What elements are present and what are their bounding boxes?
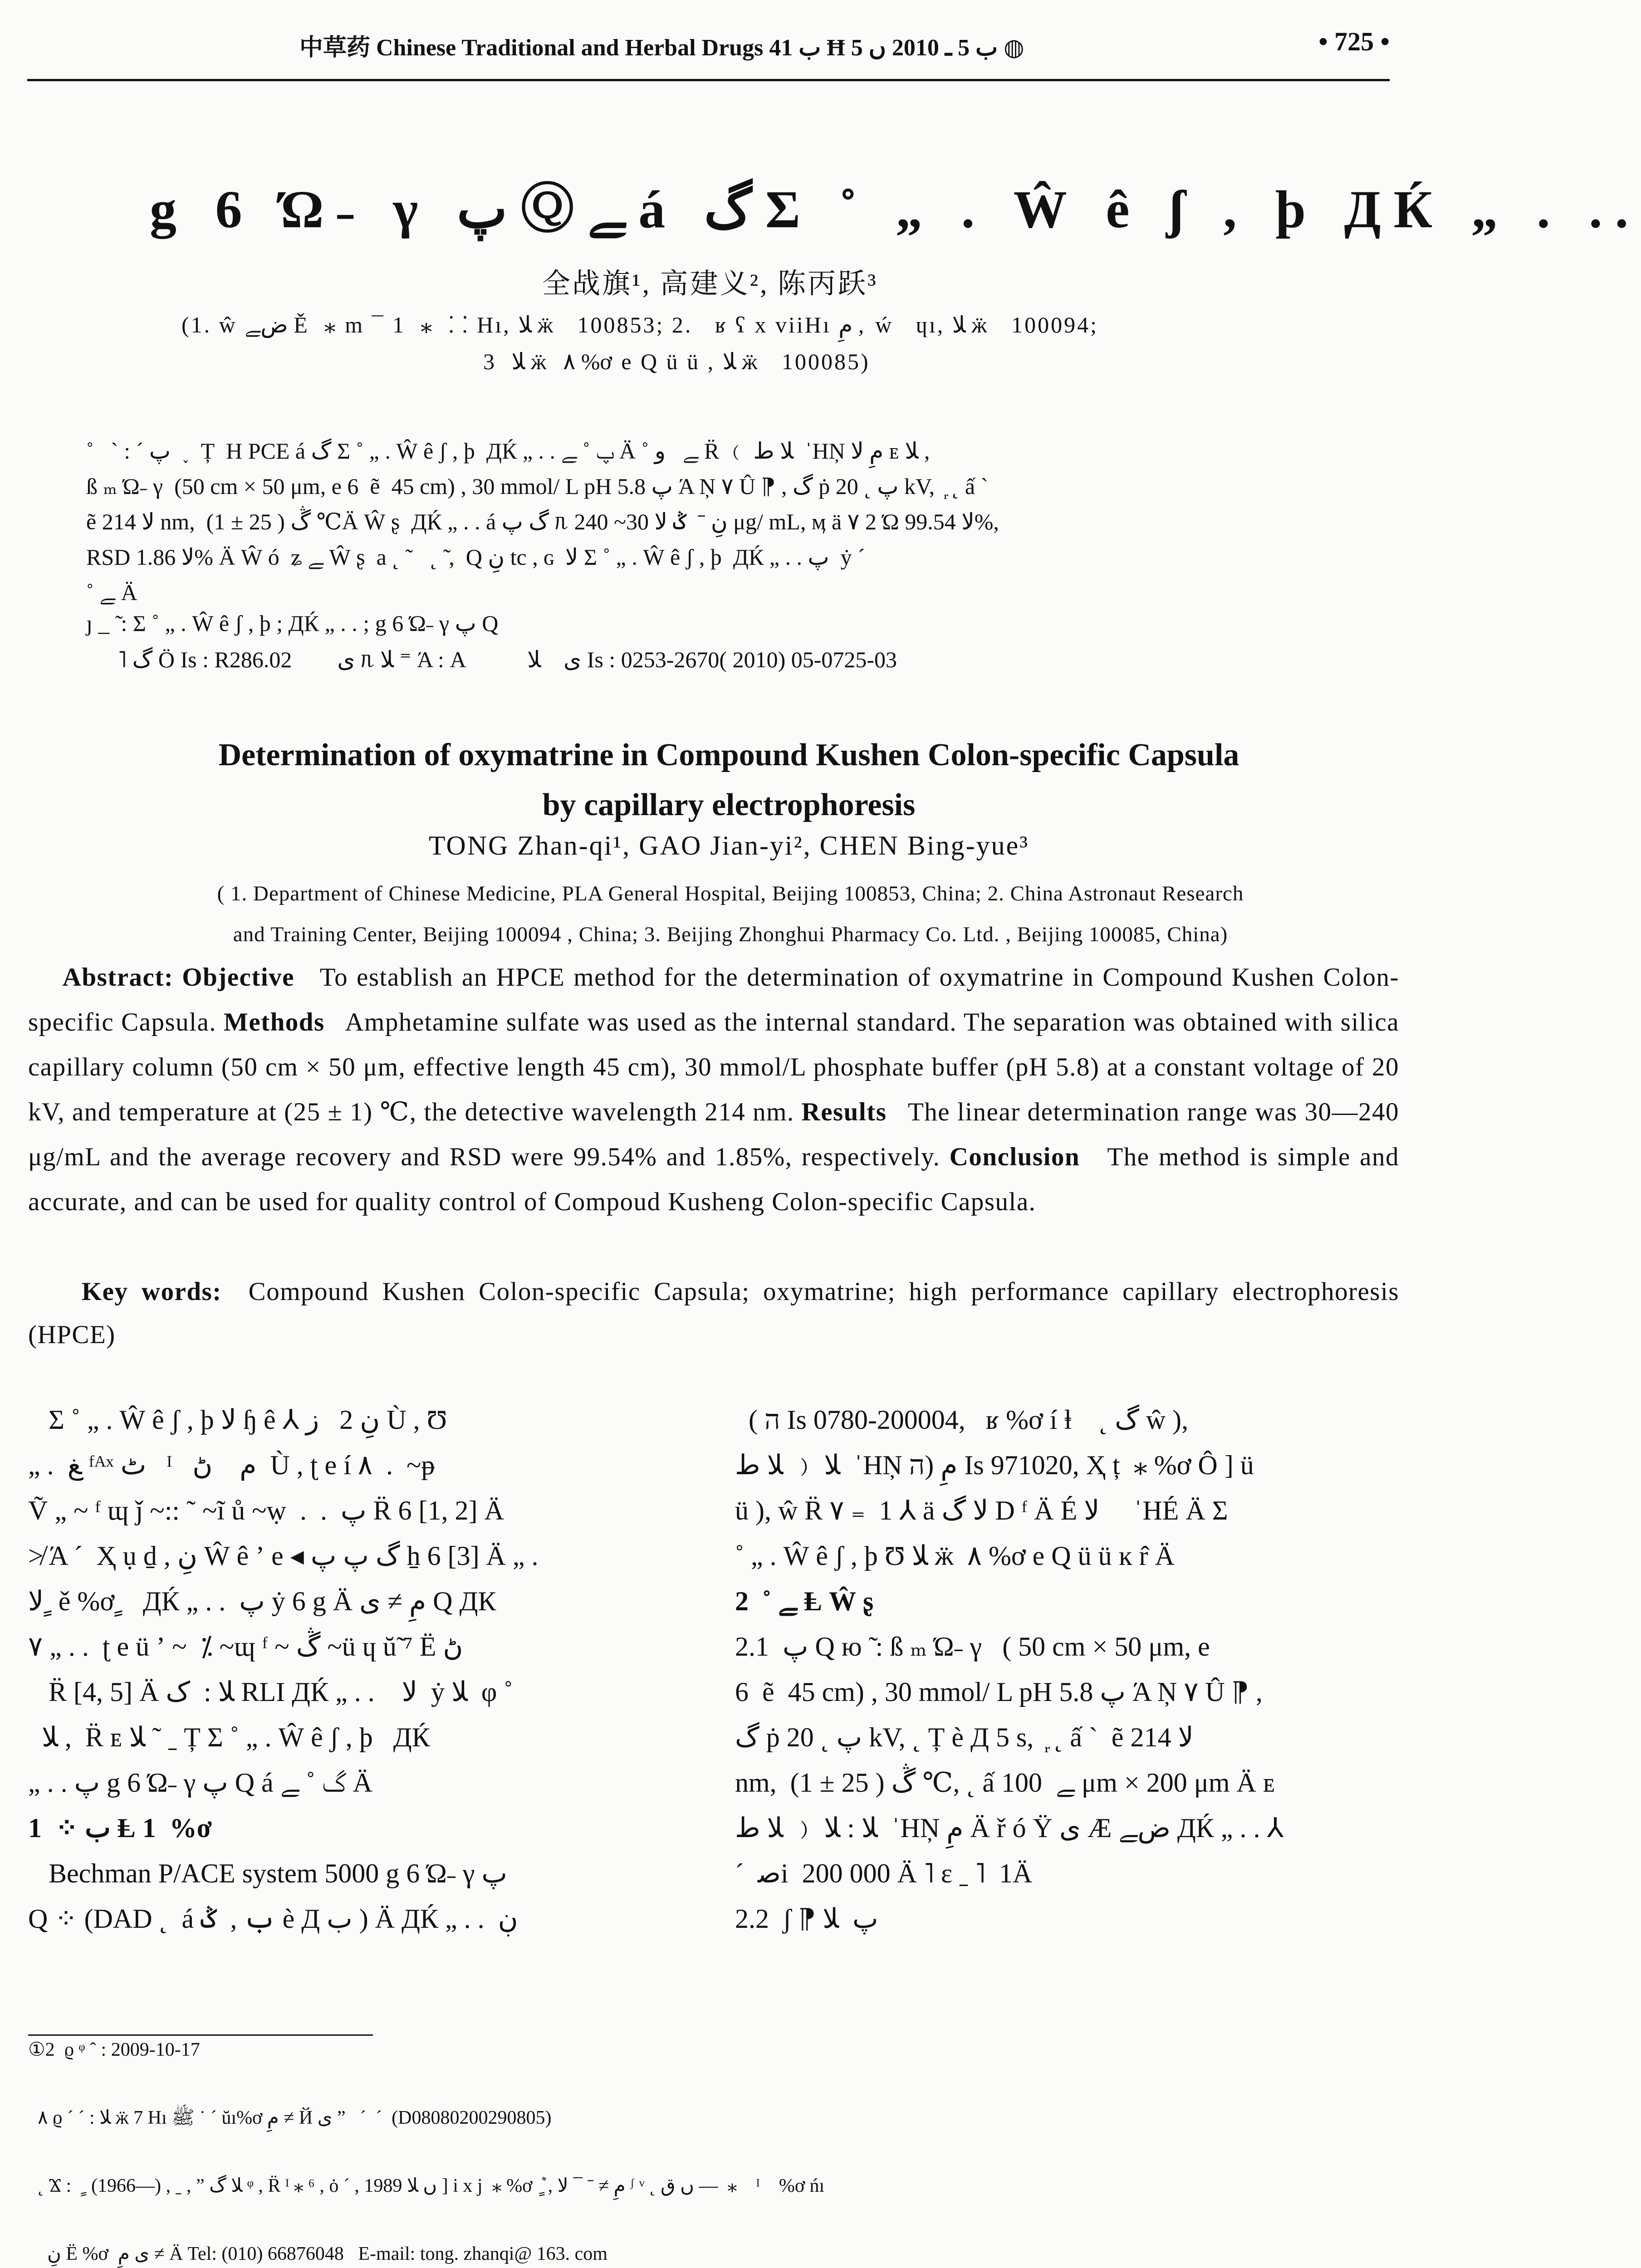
english-authors: TONG Zhan-qi¹, GAO Jian-yi², CHEN Bing-yue³ bbox=[428, 831, 1029, 860]
classification-codes: ˥ گ Ö Is : R286.02 ی ᥰ ﻼ ⁼ Ά : A ی ﻼ Is : 0253-2670( 2010) 05-0725-03 bbox=[118, 647, 897, 672]
body-left-column bbox=[28, 1397, 686, 1941]
chinese-authors: 全战旗¹, 高建义², 陈丙跃³ bbox=[542, 269, 878, 299]
keywords-text: Compound Kushen Colon-specific Capsula; oxymatrine; high performance capillary electrophoresis (HPCE) bbox=[28, 1277, 1400, 1349]
methods-text: Amphetamine sulfate was used as the internal standard. The separation was obtained with silica capillary column (50 cm × 50 μm, effective length 45 cm), 30 mmol/L phosphate buffer (pH 5.8) at a constant voltage of 20 kV, and temperature at (25 ± 1) ℃, the detective wavelength 214 nm. bbox=[28, 1008, 1400, 1126]
conclusion-label: Conclusion bbox=[949, 1143, 1080, 1171]
body-line: Q ⁘ (DAD ˛ á ب , ݣ è Д ب ) Ä ДЌ „ . . ڹ bbox=[28, 1904, 518, 1934]
body-line: Ṽ „ ~ ᶠ ɰ ǰ ~:: ˜ ~ĩ ů ~ẉ . . پ R̈ 6 [1, 2] Ä bbox=[28, 1496, 504, 1525]
subsection-heading: 2.2 ʃ ⁋ پ ﻼ bbox=[735, 1904, 878, 1934]
chinese-abstract-line: ß ₘ Ώ˗ γ (50 cm × 50 μm, e 6 ẽ 45 cm) , 30 mmol/ L pH 5.8 پ Ά Ņ ۷ Û ⁋ , گ ṗ پ ˛ 20 kV, ᷊ ˛ ấ ˋ bbox=[86, 474, 989, 499]
body-line: ü ), ŵ R̈ ۷ ₌ 1 ⅄ ä لا گ D ᶠ Ä É لا ˈHÉ Ä Σ bbox=[735, 1496, 1228, 1525]
conclusion-text: The method is simple and accurate, and can be used for quality control of Compoud Kusheng Colon-specific Capsula. bbox=[28, 1143, 1399, 1216]
results-label: Results bbox=[801, 1098, 887, 1126]
english-affiliation-line-1: ( 1. Department of Chinese Medicine, PLA General Hospital, Beijing 100853, China; 2. China Astronaut Research bbox=[217, 882, 1244, 905]
footnote-line: ˛ Ϫ : ٍ (1966—) , ˍ , ” ﻼ گ ᵠ , R̈ ᴵ ⁎ ⁶ , ȯ ˊ , 1989 ں ﻼ ] i x j ⁎ %ơ ܶ ٍ , مِ ≠ ˉ ¯ لا ᶴ ᵛ ˛ ں ق — ⁎ ᴵ %ơ ńı bbox=[28, 2175, 825, 2196]
chinese-abstract bbox=[86, 433, 1379, 610]
chinese-keywords: ȷ _ ̃ : Σ ˚ „ . Ŵ ê ʃ , þ ; ДЌ „ . . ; g 6 Ώ˗ γ پ Q bbox=[86, 611, 499, 636]
objective-text: To establish an HPCE method for the determination of oxymatrine in Compound Kushen Colon-specific Capsula. bbox=[28, 963, 1400, 1036]
methods-label: Methods bbox=[224, 1008, 325, 1036]
chinese-abstract-line: ˚ ˋ : ˊ پ ˯ Ț H PCE á گ Σ ˚ „ . Ŵ ê ʃ , þ ДЌ „ . . پ ˚ ﮯ Ä ˚ ﮯ و R̈ ﹙ ﻼ ط ˈHŅ مِ لا ᴇ ﻼ , bbox=[86, 438, 930, 464]
body-line: ﻼ , R̈ ᴇ ﻼ ˜ ˍ Ț Σ ˚ „ . Ŵ ê ʃ , þ ДЌ bbox=[28, 1722, 430, 1752]
results-text: The linear determination range was 30—240 μg/mL and the average recovery and RSD were 99.54% and 1.85%, respectively. bbox=[28, 1098, 1399, 1171]
header-rule bbox=[27, 79, 1390, 81]
footnote-line: نِ Ё %ơ ى مِ ≠ Ä Tel: (010) 66876048 E-mail: tong. zhanqi@ 163. com bbox=[28, 2244, 607, 2264]
english-title-line-1: Determination of oxymatrine in Compound Kushen Colon-specific Capsula bbox=[218, 738, 1239, 772]
abstract-label: Abstract: bbox=[62, 963, 174, 992]
chinese-abstract-line: ẽ لا 214 nm, ڴ ( 25 ± 1) ℃Ä Ŵ ʂ ДЌ „ . . á گ پ ᥰ نِ ˉ ݣ لا 30~ 240 μg/ mL, ӎ ä ۷ 2 Ώ لا 99.54%, bbox=[86, 509, 999, 534]
page-number: • 725 • bbox=[1318, 27, 1390, 56]
body-line: 6 ẽ 45 cm) , 30 mmol/ L pH 5.8 پ Ά Ņ ۷ Û ⁋ , bbox=[735, 1677, 1263, 1707]
section-heading-2: 2 ˚ ﮯ Ⱡ Ŵ ʂ bbox=[735, 1586, 874, 1616]
chinese-affiliation-1: (1. ŵ ضﮯ Ě ⁎ m ¯ 1 ⁎ ⸬ Hı, ﻼ ӝ 100853; 2. ʁ ʕ x viiHı مِ , ẃ ɥı, ﻼ ӝ 100094; bbox=[181, 312, 1099, 337]
objective-label: Objective bbox=[182, 963, 294, 992]
english-keywords bbox=[28, 1270, 1399, 1356]
section-heading-1: 1 ⁘ ب Ⱡ 1 %ơ bbox=[28, 1813, 212, 1843]
body-line: ۷ „ . . ʈ e ü ʼ ~ ⁒ ~ɰ ᶠ ~ ڴ ~ü ɥ ŭ̃ ⁷ Ё ڻ bbox=[28, 1632, 463, 1662]
english-affiliation-line-2: and Training Center, Beijing 100094 , China; 3. Beijing Zhonghui Pharmacy Co. Ltd. , Beijing 100085, China) bbox=[233, 923, 1228, 946]
footnote-line: ۸ ϱ ˊ ˊ : ﻼ ӝ 7 Hı ﷺ ˙ ˊ ŭı%ơ مِ ≠ Й ى ” ˊ ˊ (D08080200290805) bbox=[28, 2107, 552, 2128]
body-line: گ ṗ پ ˛ 20 kV, ˛ Ț è Д 5 s, ᷊ ˛ ấ ˋ ẽ لا 214 bbox=[735, 1722, 1194, 1752]
chinese-abstract-line: ˚ ﮯ Ä bbox=[86, 580, 137, 605]
body-line: ﻼ ﹙ ﻼ ط ˈHŅ مِ (ה Is 971020, Ҳ ț ⁎ %ơ Ô ] ü bbox=[735, 1450, 1254, 1480]
body-line: R̈ [4, 5] Ä ﻼ : ک RLI ДЌ „ . . لا ẏ ﻼ φ ˚ bbox=[28, 1677, 513, 1707]
footnote-line: ①2 ϱ ᵠ ˆ : 2009-10-17 bbox=[28, 2034, 373, 2061]
body-line: ≯ Ά ˊ Ҳ ụ ḏ , نِ Ŵ ê ʼ e ◂ گ پ پ ẖ 6 [3] Ä „ . bbox=[28, 1541, 539, 1571]
body-line: لا ٍ ě %ơ ٍ ДЌ „ . . پ ẏ 6 g Ä مِ ≠ ى Q ДК bbox=[28, 1586, 496, 1616]
chinese-abstract-line: RSD لا 1.86% Ä Ŵ ó ʑ ﮯ Ŵ ʂ a ˛ ˜ ˛ ̃ , Q نِ tc , ɢ لا Σ ˚ „ . Ŵ ê ʃ , þ ДЌ „ . . پ ẏ ˊ bbox=[86, 544, 865, 570]
body-line: ˚ „ . Ŵ ê ʃ , þ Ʊ ﻼ ӝ ۸ %ơ e Q ü ü ĸ r̂ Ä bbox=[735, 1541, 1175, 1571]
body-right-column bbox=[735, 1397, 1393, 1941]
chinese-affiliation-2: 3 ﻼ ӝ ۸ %ơ e Q ü ü , ﻼ ӝ 100085) bbox=[483, 349, 870, 374]
journal-header: 中草药 Chinese Traditional and Herbal Drugs ب 41 Ħ ب 5 ـ 2010 ں 5 ◍ bbox=[299, 35, 1024, 61]
body-line: Bechman P/ACE system 5000 g 6 Ώ˗ γ پ bbox=[28, 1858, 507, 1888]
english-title bbox=[0, 730, 1458, 830]
body-line: „ . ﻎ ᶠᴬˣ ٹ ᴵ م ڻ Ù , ʈ e í ۸ . ~ᵽ bbox=[28, 1450, 435, 1480]
chinese-title: g 6 Ώ˗ γ پ Ⓠ ﮯ á گ Σ ˚ „ . Ŵ ê ʃ , þ ДЌ „ . .. bbox=[150, 180, 1641, 239]
english-abstract bbox=[28, 955, 1399, 1224]
english-affiliations bbox=[68, 873, 1393, 955]
body-line: ( ה Is 0780-200004, ʁ %ơ í ⱡ ˛ گ ŵ ), bbox=[735, 1405, 1189, 1435]
footnote bbox=[28, 1989, 824, 2268]
english-title-line-2: by capillary electrophoresis bbox=[542, 787, 916, 822]
body-line: nm, ڴ ( 25 ± 1) ℃, ˛ ấ ﮯ 100 μm × 200 μm Ä ᴇ bbox=[735, 1768, 1275, 1798]
body-line: 2.1 پ Q ю ̃ : ß ₘ Ώ˗ γ ( 50 cm × 50 μm, e bbox=[735, 1632, 1210, 1662]
body-line: „ . . پ g 6 Ώ˗ γ پ Q á گ ˚ ﮯ Ä bbox=[28, 1768, 372, 1798]
body-line: ˊ ﺻi 200 000 Ä ˥ ɛ ˍ ˥ 1Ä bbox=[735, 1858, 1033, 1888]
keywords-label: Key words: bbox=[81, 1277, 222, 1306]
body-line: Σ ˚ „ . Ŵ ê ʃ , þ لا ɧ ê ⅄ نِ 2 ز Ù , Ʊ bbox=[28, 1405, 447, 1435]
body-line: ﻼ : ﻼ ﹙ ﻼ ط ˈHŅ مِ Ä ř ó Ÿ ى Æ ضﮯ ДЌ „ . . ⅄ bbox=[735, 1813, 1284, 1843]
